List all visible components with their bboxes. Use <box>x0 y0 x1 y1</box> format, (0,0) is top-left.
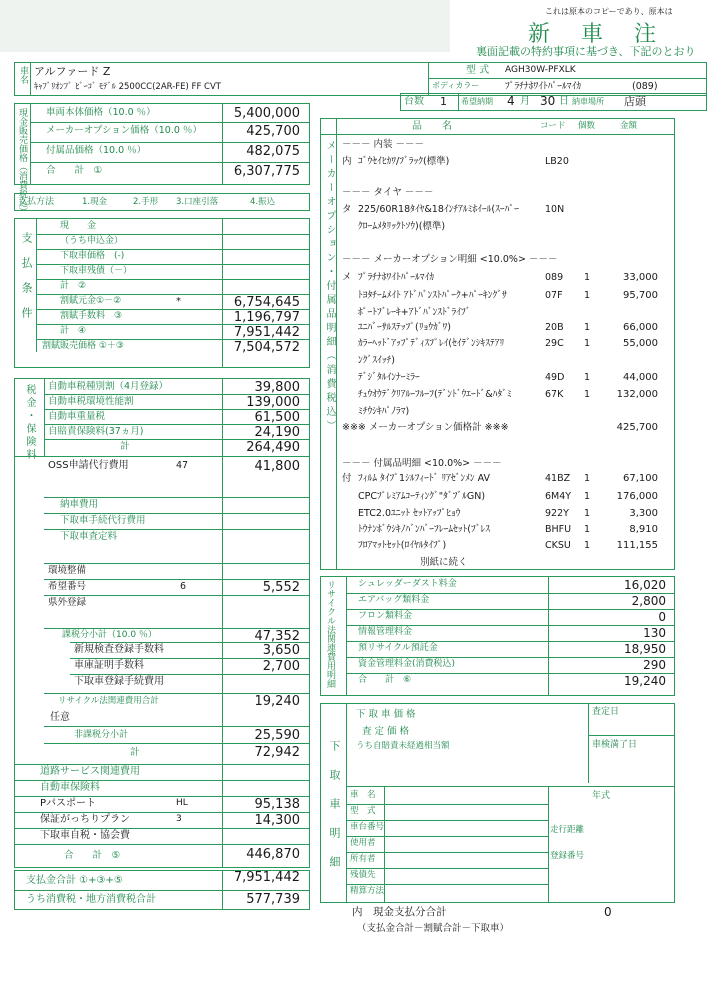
option-line-code: 10N <box>545 204 565 215</box>
payment-terms-row-label: 計 ④ <box>60 326 87 336</box>
tradein-row-label: 使用者 <box>350 838 376 848</box>
payment-terms-row-value: 7,504,572 <box>233 340 300 355</box>
row-divider <box>30 142 310 143</box>
other-row-qty: 3 <box>176 814 182 824</box>
payment-terms-row-label: （うち申込金） <box>60 236 124 246</box>
option-line-name: CPCﾌﾟﾚﾐｱﾑｺｰﾃｨﾝｸﾞ"ﾀﾞﾌﾞﾙGN) <box>358 491 486 502</box>
other-row-label: 道路サービス関連費用 <box>40 766 140 777</box>
vehicle-label: 車名 <box>18 66 28 84</box>
option-line-name: ｺﾞｳｾｲﾋｶﾜ/ﾌﾞﾗｯｸ(標準) <box>358 156 450 167</box>
row-divider <box>44 513 310 514</box>
option-line-name: －－－ メーカーオプション明細 <10.0%> －－－ <box>342 254 558 265</box>
option-line-qty: 1 <box>584 338 591 349</box>
delivery-month: 4 <box>507 94 515 108</box>
option-line-code: 089 <box>545 272 564 283</box>
option-line-name: －－－ タイヤ －－－ <box>342 187 434 198</box>
payment-terms-row-label: 割賦手数料 ③ <box>60 311 123 321</box>
payment-terms-row-label: 割賦元金①－② <box>60 296 122 306</box>
tradein-remaining-label: うち自賠責未経過相当額 <box>356 741 450 751</box>
model-value: AGH30W-PFXLK <box>505 65 576 75</box>
model-label: 型 式 <box>466 65 490 76</box>
cash-price-row-label: 付属品価格（10.0 ％） <box>46 145 147 156</box>
cash-price-row-value: 482,075 <box>246 144 300 159</box>
option-line-qty: 1 <box>584 508 591 519</box>
payment-method-label: 支払方法 <box>18 197 55 207</box>
option-line-name: ﾝｸﾞｽｲｯﾁ) <box>358 355 395 366</box>
option-line-name: ﾁｭｳｵｳﾃﾞｸﾘｱﾙｰﾌﾙｰﾌ(ﾃﾞﾝﾄﾞｳｴｰﾄﾞ&ﾊﾀﾞﾐ <box>358 389 512 400</box>
option-line-name: ﾃﾞｼﾞﾀﾙｲﾝﾅｰﾐﾗｰ <box>358 372 420 383</box>
option-line-name: ﾎﾟｰﾄﾌﾞﾚｰｷ+ｱﾄﾞﾊﾞﾝｽﾄﾞﾗｲﾌﾞ <box>358 307 471 318</box>
taxes-label: 税金・保険料 <box>24 384 35 462</box>
option-line-qty: 1 <box>584 290 591 301</box>
option-line-price: 44,000 <box>623 372 658 383</box>
cash-price-row-label: 合 計 ① <box>46 165 103 176</box>
recycle-row-value: 290 <box>643 658 666 672</box>
recycle-row-value: 2,800 <box>631 594 666 608</box>
option-line-price: 8,910 <box>629 524 658 535</box>
row-divider <box>346 884 548 885</box>
option-line-qty: 1 <box>584 473 591 484</box>
payment-terms-row-label: 下取車残債（－） <box>60 266 133 276</box>
tradein-row-label: 型 式 <box>350 806 376 816</box>
row-divider <box>36 234 310 235</box>
cash-price-row-label: 車両本体価格（10.0 ％） <box>46 107 156 118</box>
option-line-price: 66,000 <box>623 322 658 333</box>
other-row-qty: HL <box>176 798 188 808</box>
tradein-appraised-date-label: 査定日 <box>592 707 620 717</box>
color-label: ボディカラー <box>432 81 480 90</box>
vehicle-grade: ｷｬﾌﾞﾘｵﾝﾌﾞ ﾋﾞｰｺﾞ ﾓﾃﾞﾙ 2500CC(2AR-FE) FF CVT <box>34 82 221 92</box>
option-line-name: －－－ 付属品明細 <10.0%> －－－ <box>342 458 502 469</box>
recycle-row-value: 0 <box>658 610 666 624</box>
option-line-code: 922Y <box>545 508 569 519</box>
option-line-price: 176,000 <box>616 491 658 502</box>
option-line-code: LB20 <box>545 156 569 167</box>
row-divider <box>36 264 310 265</box>
fee-row-label: 下取車手続代行費用 <box>60 515 146 526</box>
tradein-row-label: 所有者 <box>350 854 376 864</box>
tradein-row-label: 車 名 <box>350 790 376 800</box>
payment-terms-row-mark: * <box>176 296 181 307</box>
row-divider <box>14 764 310 765</box>
other-total-value: 446,870 <box>246 847 300 862</box>
recycle-row-label: シュレッダーダスト料金 <box>358 579 457 589</box>
option-line-qty: 1 <box>584 372 591 383</box>
option-line-qty: 1 <box>584 524 591 535</box>
row-divider <box>44 497 310 498</box>
payment-option-debit[interactable]: 3.口座引落 <box>176 197 219 207</box>
recycle-row-value: 16,020 <box>624 578 666 592</box>
payment-option-bill[interactable]: 2.手形 <box>133 197 159 207</box>
cash-price-row-label: メーカーオプション価格（10.0 ％） <box>46 125 202 136</box>
recycle-total-value: 19,240 <box>254 694 300 709</box>
row-divider <box>346 836 548 837</box>
option-line-price: 111,155 <box>616 540 658 551</box>
row-divider <box>44 743 310 744</box>
option-line-name: ﾌｨﾙﾑ ﾀｲﾌﾟ1ｼﾙﾌｨｰﾄﾞ ﾘｱｾﾞﾝﾒﾝ AV <box>358 473 490 484</box>
tax-row-label: 自動車税環境性能割 <box>48 396 134 407</box>
vehicle-name: アルファード Z <box>34 65 111 78</box>
deposit-row-value: 2,700 <box>262 659 300 674</box>
document-title: 新 車 注 <box>528 22 668 47</box>
option-line-name: ﾌﾛｱﾏｯﾄｾｯﾄ(ﾛｲﾔﾙﾀｲﾌﾟ) <box>358 540 447 551</box>
option-line-name: ﾐﾁｳｼｷﾊﾟﾉﾗﾏ) <box>358 406 410 417</box>
cash-price-label: 現金販売価格（消費税込） <box>17 108 27 216</box>
tradein-appraisal-label: 査定価格 <box>362 726 413 737</box>
qty-label: 台数 <box>404 96 424 107</box>
grand-total-label: 支払金合計 ①+③+⑤ <box>26 875 123 886</box>
options-side-label: メーカーオプション・付属品明細（消費税込） <box>324 140 335 434</box>
other-row-label: 自動車保険料 <box>40 782 100 793</box>
tradein-row-label: 車台番号 <box>350 822 385 832</box>
row-divider <box>346 625 675 626</box>
payment-terms-row-value: 6,754,645 <box>233 295 300 310</box>
cash-price-row-value: 6,307,775 <box>233 164 300 179</box>
deposit-row-value: 3,650 <box>262 643 300 658</box>
tax-row-value: 139,000 <box>246 395 300 410</box>
tax-row-value: 61,500 <box>254 410 300 425</box>
taxable-subtotal-value: 47,352 <box>254 629 300 644</box>
tradein-price-label: 下取車価格 <box>356 709 419 720</box>
row-divider <box>44 563 310 564</box>
oss-value: 41,800 <box>254 459 300 474</box>
row-divider <box>346 868 548 869</box>
other-row-label: 下取車自税・協会費 <box>40 830 130 841</box>
fee-row-label: 下取車査定料 <box>60 531 118 542</box>
options-header-name: 品 名 <box>412 121 452 132</box>
option-line-name: ﾌﾟﾗﾁﾅﾎﾜｲﾄﾊﾟｰﾙﾏｲｶ <box>358 272 435 283</box>
option-line-price: 55,000 <box>623 338 658 349</box>
row-divider <box>14 780 310 781</box>
fee-row-label: 県外登録 <box>48 597 87 608</box>
option-line-code: 67K <box>545 389 564 400</box>
option-line-name: 225/60R18ﾀｲﾔ&18ｲﾝﾁｱﾙﾐﾎｲｰﾙ(ｽｰﾊﾟｰ <box>358 204 519 215</box>
row-divider <box>346 609 675 610</box>
recycle-row-value: 18,950 <box>624 642 666 656</box>
cash-price-row-value: 5,400,000 <box>233 106 300 121</box>
option-line-qty: 1 <box>584 491 591 502</box>
tradein-inspect-label: 車検満了日 <box>592 740 638 750</box>
tradein-side-label: 下取車明細 <box>328 740 341 885</box>
tax-row-label: 自動車税種別割（4月登録） <box>48 381 169 392</box>
row-divider <box>346 804 548 805</box>
row-divider <box>14 844 310 845</box>
nontax-subtotal-label: 非課税分小計 <box>74 730 129 740</box>
option-line-price: 67,100 <box>623 473 658 484</box>
option-line-code: 29C <box>545 338 564 349</box>
option-line-price: 3,300 <box>629 508 658 519</box>
tradein-year-label: 年式 <box>592 791 611 801</box>
recycle-row-label: フロン類料金 <box>358 611 413 621</box>
taxable-subtotal-label: 課税分小計（10.0 ％） <box>62 630 157 640</box>
row-divider <box>346 852 548 853</box>
option-line-price: 95,700 <box>623 290 658 301</box>
optional-label: 任意 <box>50 712 70 723</box>
recycle-row-value: 19,240 <box>624 674 666 688</box>
payment-terms-row-label: 下取車価格 (-) <box>60 251 125 261</box>
tradein-row-label: 残債先 <box>350 870 376 880</box>
options-header-code: コード <box>540 121 566 131</box>
tradein-row-label: 精算方法 <box>350 886 385 896</box>
recycle-row-label: 預リサイクル預託金 <box>358 643 438 653</box>
other-total-label: 合 計 ⑤ <box>64 850 121 861</box>
fees-subtotal-value: 72,942 <box>254 745 300 760</box>
option-line-code: CKSU <box>545 540 571 551</box>
option-line-name: ﾄｳﾅﾝﾎﾞｳｼｷﾉﾊﾞﾝﾊﾞｰﾌﾚｰﾑｾｯﾄ(ﾌﾞﾚｽ <box>358 524 490 535</box>
option-line-qty: 1 <box>584 389 591 400</box>
recycle-row-label: 情報管理料金 <box>358 627 413 637</box>
payment-terms-label: 支払条件 <box>20 232 33 332</box>
options-header-price: 金額 <box>620 121 638 131</box>
tax-row-label: 自動車重量税 <box>48 411 106 422</box>
option-line-mark: タ <box>342 204 352 215</box>
payment-terms-row-value: 7,951,442 <box>233 325 300 340</box>
oss-qty: 47 <box>176 460 189 471</box>
other-row-label: Pパスポート <box>40 798 97 809</box>
recycle-row-value: 130 <box>643 626 666 640</box>
option-line-mark: メ <box>342 272 352 283</box>
option-line-code: 49D <box>545 372 565 383</box>
other-row-value: 95,138 <box>254 797 300 812</box>
deposit-row-label: 新規検査登録手数料 <box>74 644 164 655</box>
option-line-mark: 付 <box>342 473 352 484</box>
deposit-row-label: 車庫証明手数料 <box>74 660 144 671</box>
row-divider <box>70 674 310 675</box>
option-line-price: 425,700 <box>616 422 658 433</box>
options-header-qty: 個数 <box>578 121 596 131</box>
grand-tax-value: 577,739 <box>246 892 300 907</box>
row-divider <box>14 828 310 829</box>
option-line-name: ｸﾛｰﾑﾒﾀﾘｯｸﾄｿｳ)(標準) <box>358 221 446 232</box>
oss-label: OSS申請代行費用 <box>48 460 129 471</box>
tax-row-label: 自賠責保険料(37ヵ月) <box>48 426 144 437</box>
row-divider <box>36 249 310 250</box>
color-value: ﾌﾟﾗﾁﾅﾎﾜｲﾄﾊﾟｰﾙﾏｲｶ <box>505 81 582 92</box>
tax-row-label: 計 <box>120 441 130 452</box>
option-line-name: ﾕﾆﾊﾞｰｻﾙｽﾃｯﾌﾟ(ﾘｮｳｶﾞﾜ) <box>358 322 451 333</box>
recycle-row-label: エアバッグ類料金 <box>358 595 430 605</box>
row-divider <box>30 162 310 163</box>
qty-value: 1 <box>440 95 447 108</box>
fee-row-label: 環境整備 <box>48 565 87 576</box>
cash-portion-label: 内 現金支払分合計 <box>352 906 447 918</box>
grand-total-value: 7,951,442 <box>233 870 300 885</box>
row-divider <box>14 456 310 457</box>
fee-row-value: 5,552 <box>262 580 300 595</box>
cash-portion-note: （支払金合計－割賦合計－下取車） <box>357 923 510 934</box>
option-line-code: BHFU <box>545 524 572 535</box>
cash-portion-value: 0 <box>604 905 612 919</box>
recycle-row-label: 合 計 ⑥ <box>358 675 412 685</box>
tax-row-value: 264,490 <box>246 440 300 455</box>
delivery-place-label: 納車場所 <box>572 97 604 106</box>
option-line-name: 別紙に続く <box>420 557 468 568</box>
other-row-value: 14,300 <box>254 813 300 828</box>
option-line-name: ﾄﾖﾀﾁｰﾑﾒｲﾄ ｱﾄﾞﾊﾞﾝｽﾄﾊﾟｰｸ+ﾊﾟｰｷﾝｸﾞｻ <box>358 290 507 301</box>
color-code: (089) <box>632 81 658 92</box>
option-line-name: ｶﾗｰﾍｯﾄﾞｱｯﾌﾟﾃﾞｨｽﾌﾟﾚｲ(ｾｲﾃﾞﾝｼｷｽﾃｱﾘ <box>358 338 505 349</box>
option-line-name: －－－ 内装 －－－ <box>342 139 425 150</box>
option-line-qty: 1 <box>584 272 591 283</box>
tax-row-value: 39,800 <box>254 380 300 395</box>
row-divider <box>346 820 548 821</box>
option-line-qty: 1 <box>584 322 591 333</box>
option-line-price: 132,000 <box>616 389 658 400</box>
fee-row-label: 納車費用 <box>60 499 99 510</box>
option-line-code: 41BZ <box>545 473 571 484</box>
tradein-reg-number-label: 登録番号 <box>550 851 585 861</box>
payment-terms-row-label: 計 ② <box>60 281 87 291</box>
recycle-row-label: 資金管理料金(消費税込) <box>358 659 456 669</box>
other-row-label: 保証がっちりプラン <box>40 814 130 825</box>
option-line-price: 33,000 <box>623 272 658 283</box>
payment-option-cash[interactable]: 1.現金 <box>82 197 108 207</box>
option-line-qty: 1 <box>584 540 591 551</box>
option-line-mark: 内 <box>342 156 352 167</box>
fee-row-qty: 6 <box>180 581 187 592</box>
recycle-total-label: リサイクル法関連費用合計 <box>58 696 159 706</box>
fees-subtotal-label: 計 <box>130 747 140 758</box>
tradein-distance-label: 走行距離 <box>550 825 585 835</box>
option-line-name: ※※※ メーカーオプション価格計 ※※※ <box>342 422 509 433</box>
payment-terms-row-label: 現 金 <box>60 221 97 231</box>
option-line-code: 07F <box>545 290 563 301</box>
row-divider <box>44 595 310 596</box>
tax-row-value: 24,190 <box>254 425 300 440</box>
option-line-name: ETC2.0ﾕﾆｯﾄ ｾｯﾄｱｯﾌﾟﾋｮｳ <box>358 508 461 519</box>
row-divider <box>346 593 675 594</box>
nontax-subtotal-value: 25,590 <box>254 728 300 743</box>
fee-row-label: 希望番号 <box>48 581 87 592</box>
row-divider <box>36 279 310 280</box>
payment-terms-row-label: 割賦販売価格 ①＋③ <box>42 341 124 351</box>
document-subtitle: 裏面記載の特約事項に基づき、下記のとおり <box>476 45 696 58</box>
option-line-code: 20B <box>545 322 564 333</box>
row-divider <box>346 657 675 658</box>
copy-note: これは原本のコピーであり、原本は <box>545 7 673 16</box>
row-divider <box>44 529 310 530</box>
delivery-label: 希望納期 <box>461 97 493 106</box>
row-divider <box>44 726 310 727</box>
recycle-side-label: リサイクル法関連費用明細 <box>325 580 335 688</box>
option-line-code: 6M4Y <box>545 491 572 502</box>
delivery-place: 店頭 <box>624 95 646 108</box>
payment-terms-row-value: 1,196,797 <box>233 310 300 325</box>
deposit-row-label: 下取車登録手続費用 <box>74 676 164 687</box>
row-divider <box>30 122 310 123</box>
cash-price-row-value: 425,700 <box>246 124 300 139</box>
payment-option-transfer[interactable]: 4.振込 <box>250 197 276 207</box>
grand-tax-label: うち消費税・地方消費税合計 <box>26 894 156 905</box>
delivery-day: 30 <box>540 94 556 108</box>
